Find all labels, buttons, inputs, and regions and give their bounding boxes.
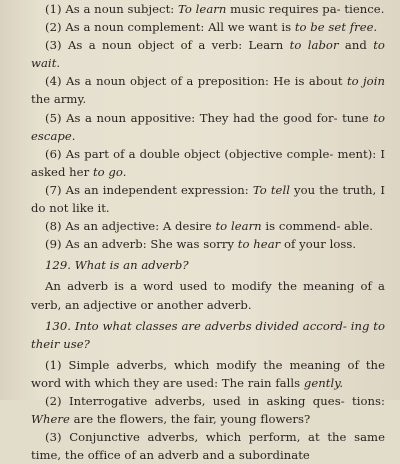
example-emphasis: to be set free.	[294, 20, 378, 35]
use-text: As a noun object of a preposition: He is about	[65, 74, 343, 89]
use-text: the army.	[31, 92, 87, 107]
use-4	[31, 72, 385, 108]
class-text: Simple adverbs, which modify the meaning of the word with which they are used: The rain falls	[31, 357, 385, 390]
use-9	[31, 235, 385, 253]
page-text	[31, 0, 385, 464]
use-2	[31, 18, 385, 36]
class-1	[31, 356, 385, 392]
use-text: As a noun appositive: They had the good for- tune	[66, 110, 369, 125]
answer-129: An adverb is a word used to modify the meaning of a verb, an adjective or another adverb.	[31, 279, 385, 312]
use-text: music requires pa- tience.	[226, 2, 385, 16]
class-2	[31, 392, 385, 428]
use-number: (2)	[45, 20, 62, 35]
use-number: (6)	[45, 146, 62, 161]
use-text: As a noun object of a verb: Learn	[67, 38, 284, 53]
example-emphasis: to escape.	[31, 110, 385, 143]
use-number: (8)	[45, 219, 62, 234]
example-emphasis: to wait.	[31, 38, 385, 71]
use-text: As an adjective: A desire	[65, 219, 212, 234]
use-text: As a noun subject:	[65, 2, 175, 16]
class-text: Interrogative adverbs, used in asking ques- tions:	[68, 393, 385, 408]
example-emphasis: To tell	[252, 182, 290, 197]
use-number: (9)	[45, 237, 62, 252]
question-130: 130. Into what classes are adverbs divided accord- ing to their use?	[31, 318, 385, 351]
class-text: are the flowers, the fair, young flowers?	[69, 412, 311, 427]
use-3	[31, 36, 385, 72]
use-number: (1)	[45, 2, 62, 16]
use-text: and	[338, 38, 367, 53]
example-emphasis: to labor	[289, 38, 339, 53]
use-text: you the truth, I do not like it.	[31, 182, 385, 216]
question-129: 129. What is an adverb?	[45, 258, 189, 273]
use-text: As a noun complement: All we want is	[65, 20, 292, 35]
use-text: As an adverb: She was sorry	[65, 237, 235, 252]
use-number: (3)	[45, 38, 62, 53]
use-text: of your loss.	[280, 237, 357, 252]
example-emphasis: to hear	[237, 237, 281, 252]
use-8	[31, 217, 385, 235]
class-text: Conjunctive adverbs, which perform, at the same time, the office of an adverb and a subordinate	[31, 430, 385, 463]
use-7	[31, 181, 385, 217]
use-number: (7)	[45, 182, 62, 197]
use-6	[31, 145, 385, 181]
example-emphasis: to go.	[92, 164, 127, 179]
example-emphasis: gently.	[303, 375, 344, 390]
class-number: (1)	[45, 357, 62, 372]
example-emphasis: to learn	[215, 219, 262, 234]
use-5	[31, 109, 385, 145]
use-text: As part of a double object (objective comple- ment): I asked her	[31, 146, 385, 179]
use-number: (4)	[45, 74, 62, 89]
class-3	[31, 428, 385, 464]
example-emphasis: Where	[31, 412, 70, 427]
class-number: (2)	[45, 393, 62, 408]
class-number: (3)	[45, 430, 62, 445]
use-1	[31, 0, 385, 18]
use-text: is commend- able.	[261, 219, 374, 234]
use-text: As an independent expression:	[65, 182, 249, 197]
use-number: (5)	[45, 110, 62, 125]
example-emphasis: to join	[346, 74, 385, 89]
example-emphasis: To learn	[178, 2, 227, 16]
